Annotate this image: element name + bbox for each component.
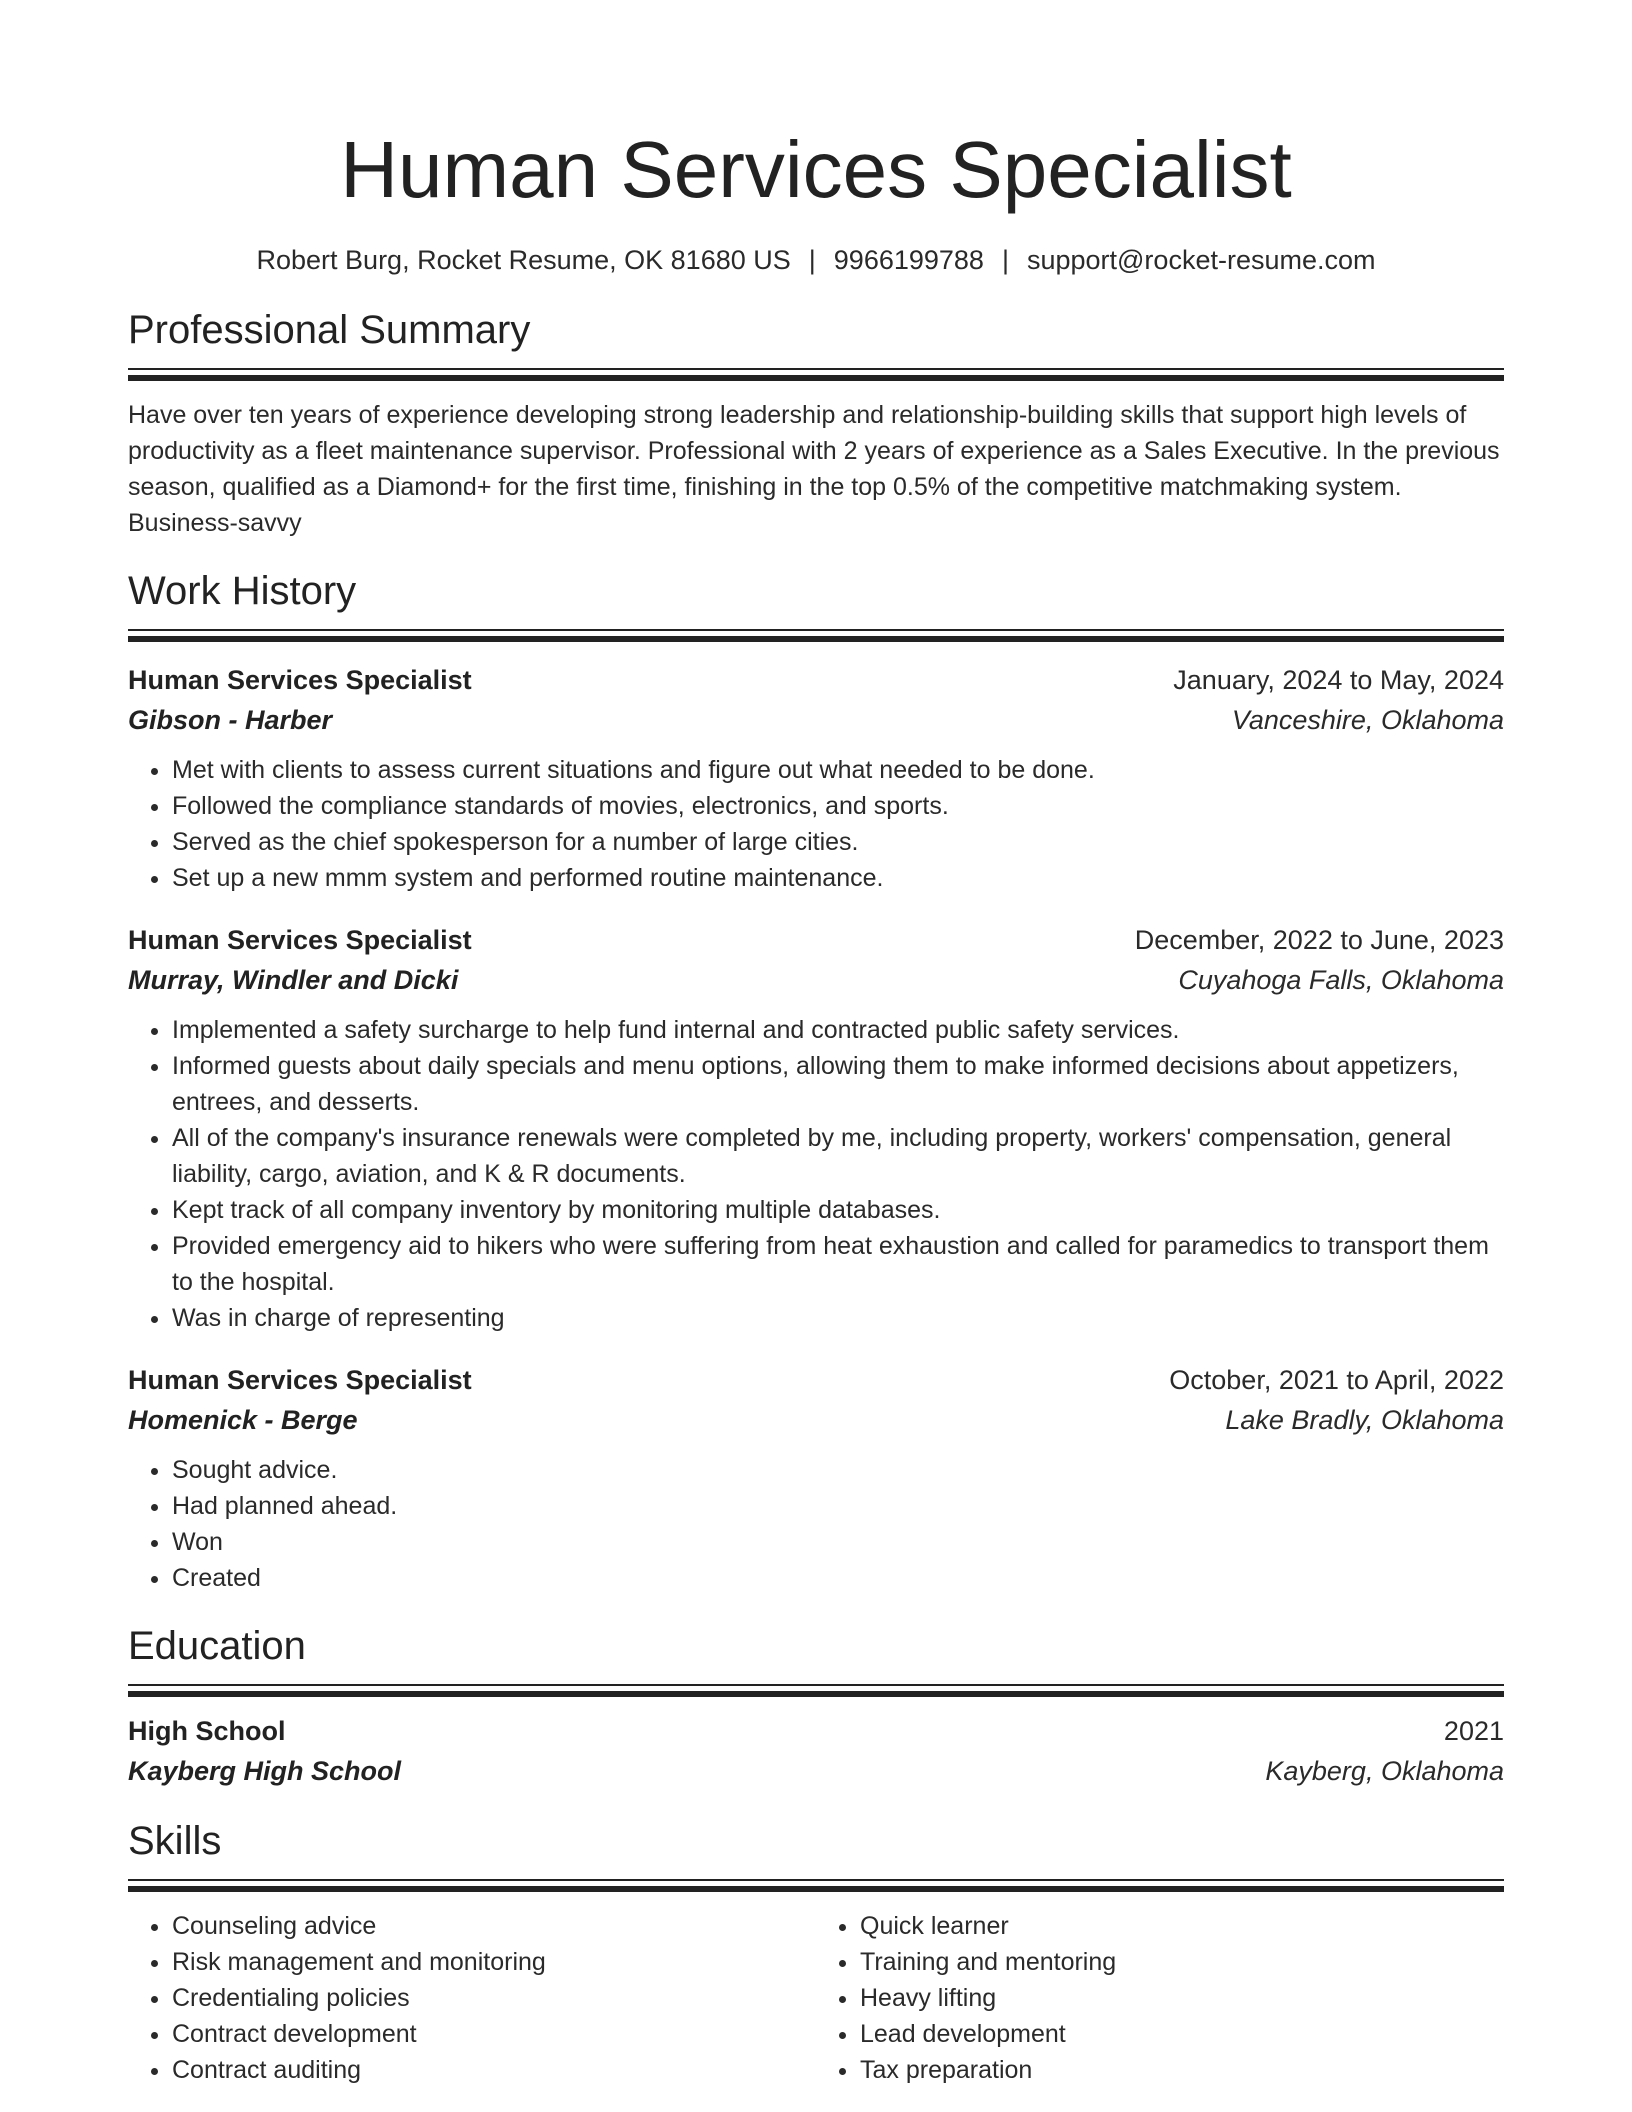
skills-list-left: [128, 1908, 816, 2088]
job-entry: [128, 660, 1504, 896]
section-title-education: Education: [128, 1624, 306, 1668]
job-title: Human Services Specialist: [128, 1365, 472, 1395]
work-history-section: [128, 567, 1504, 1596]
section-divider: [128, 1684, 1504, 1697]
list-item: • Set up a new mmm system and performed routine maintenance.: [172, 860, 1504, 896]
job-location: Lake Bradly, Oklahoma: [1225, 1405, 1504, 1435]
list-item: • Was in charge of representing: [172, 1300, 1504, 1336]
job-bullets: [128, 1452, 1504, 1596]
job-entry: [128, 920, 1504, 1336]
contact-line: [128, 242, 1504, 278]
job-dates: January, 2024 to May, 2024: [1173, 665, 1504, 695]
section-title-summary: Professional Summary: [128, 308, 531, 352]
list-item: • Kept track of all company inventory by monitoring multiple databases.: [172, 1192, 1504, 1228]
contact-email: support@rocket-resume.com: [1026, 245, 1376, 275]
section-title-work: Work History: [128, 569, 357, 613]
job-header-row: [128, 660, 1504, 700]
job-company: Murray, Windler and Dicki: [128, 965, 459, 995]
job-location: Vanceshire, Oklahoma: [1231, 705, 1504, 735]
list-item: • Served as the chief spokesperson for a number of large cities.: [172, 824, 1504, 860]
summary-section: [128, 306, 1504, 541]
education-school: Kayberg High School: [128, 1756, 402, 1786]
job-location: Cuyahoga Falls, Oklahoma: [1178, 965, 1504, 995]
list-item: • Won: [172, 1524, 1504, 1560]
section-divider: [128, 629, 1504, 642]
contact-separator: |: [1001, 245, 1009, 275]
job-subheader-row: [128, 1400, 1504, 1440]
job-subheader-row: [128, 960, 1504, 1000]
job-company: Gibson - Harber: [128, 705, 333, 735]
list-item: • Provided emergency aid to hikers who were suffering from heat exhaustion and called for paramedics to transport them to the hospital.: [172, 1228, 1504, 1300]
list-item: • Sought advice.: [172, 1452, 1504, 1488]
section-divider: [128, 368, 1504, 381]
job-subheader-row: [128, 700, 1504, 740]
skill-item: • Heavy lifting: [860, 1980, 1504, 2016]
skills-list-right: [816, 1908, 1504, 2088]
job-bullets: [128, 1012, 1504, 1336]
education-location: Kayberg, Oklahoma: [1265, 1756, 1504, 1786]
education-subheader-row: [128, 1751, 1504, 1791]
job-entry: [128, 1360, 1504, 1596]
skill-item: • Lead development: [860, 2016, 1504, 2052]
contact-separator: |: [808, 245, 816, 275]
list-item: • Met with clients to assess current situations and figure out what needed to be done.: [172, 752, 1504, 788]
list-item: • Followed the compliance standards of movies, electronics, and sports.: [172, 788, 1504, 824]
job-bullets: [128, 752, 1504, 896]
skill-item: • Tax preparation: [860, 2052, 1504, 2088]
list-item: • Implemented a safety surcharge to help fund internal and contracted public safety services.: [172, 1012, 1504, 1048]
job-dates: October, 2021 to April, 2022: [1169, 1365, 1504, 1395]
list-item: • All of the company's insurance renewals were completed by me, including property, workers' compensation, general liability, cargo, aviation, and K & R documents.: [172, 1120, 1504, 1192]
education-entry: [128, 1711, 1504, 1791]
skill-item: • Credentialing policies: [172, 1980, 816, 2016]
job-header-row: [128, 1360, 1504, 1400]
skill-item: • Training and mentoring: [860, 1944, 1504, 1980]
job-title: Human Services Specialist: [128, 925, 472, 955]
education-year: 2021: [1443, 1716, 1504, 1746]
contact-location: Robert Burg, Rocket Resume, OK 81680 US: [256, 245, 791, 275]
list-item: • Had planned ahead.: [172, 1488, 1504, 1524]
summary-text: Have over ten years of experience developing strong leadership and relationship-building skills that support high levels of productivity as a fleet maintenance supervisor. Professional with 2 years of experience as a Sales Executive. In the previous season, qualified as a Diamond+ for the first time, finishing in the top 0.5% of the competitive matchmaking system. Business-savvy: [128, 401, 1500, 537]
resume-name: Human Services Specialist: [340, 125, 1292, 214]
education-section: [128, 1622, 1504, 1791]
job-header-row: [128, 920, 1504, 960]
list-item: • Created: [172, 1560, 1504, 1596]
job-company: Homenick - Berge: [128, 1405, 358, 1435]
skill-item: • Contract development: [172, 2016, 816, 2052]
skill-item: • Counseling advice: [172, 1908, 816, 1944]
skills-columns: [128, 1908, 1504, 2088]
section-title-skills: Skills: [128, 1819, 222, 1863]
job-title: Human Services Specialist: [128, 665, 472, 695]
education-header-row: [128, 1711, 1504, 1751]
skills-section: [128, 1817, 1504, 2088]
education-degree: High School: [128, 1716, 286, 1746]
contact-phone: 9966199788: [833, 245, 984, 275]
skill-item: • Contract auditing: [172, 2052, 816, 2088]
section-divider: [128, 1879, 1504, 1892]
skill-item: • Risk management and monitoring: [172, 1944, 816, 1980]
skill-item: • Quick learner: [860, 1908, 1504, 1944]
job-dates: December, 2022 to June, 2023: [1134, 925, 1504, 955]
list-item: • Informed guests about daily specials and menu options, allowing them to make informed decisions about appetizers, entrees, and desserts.: [172, 1048, 1504, 1120]
